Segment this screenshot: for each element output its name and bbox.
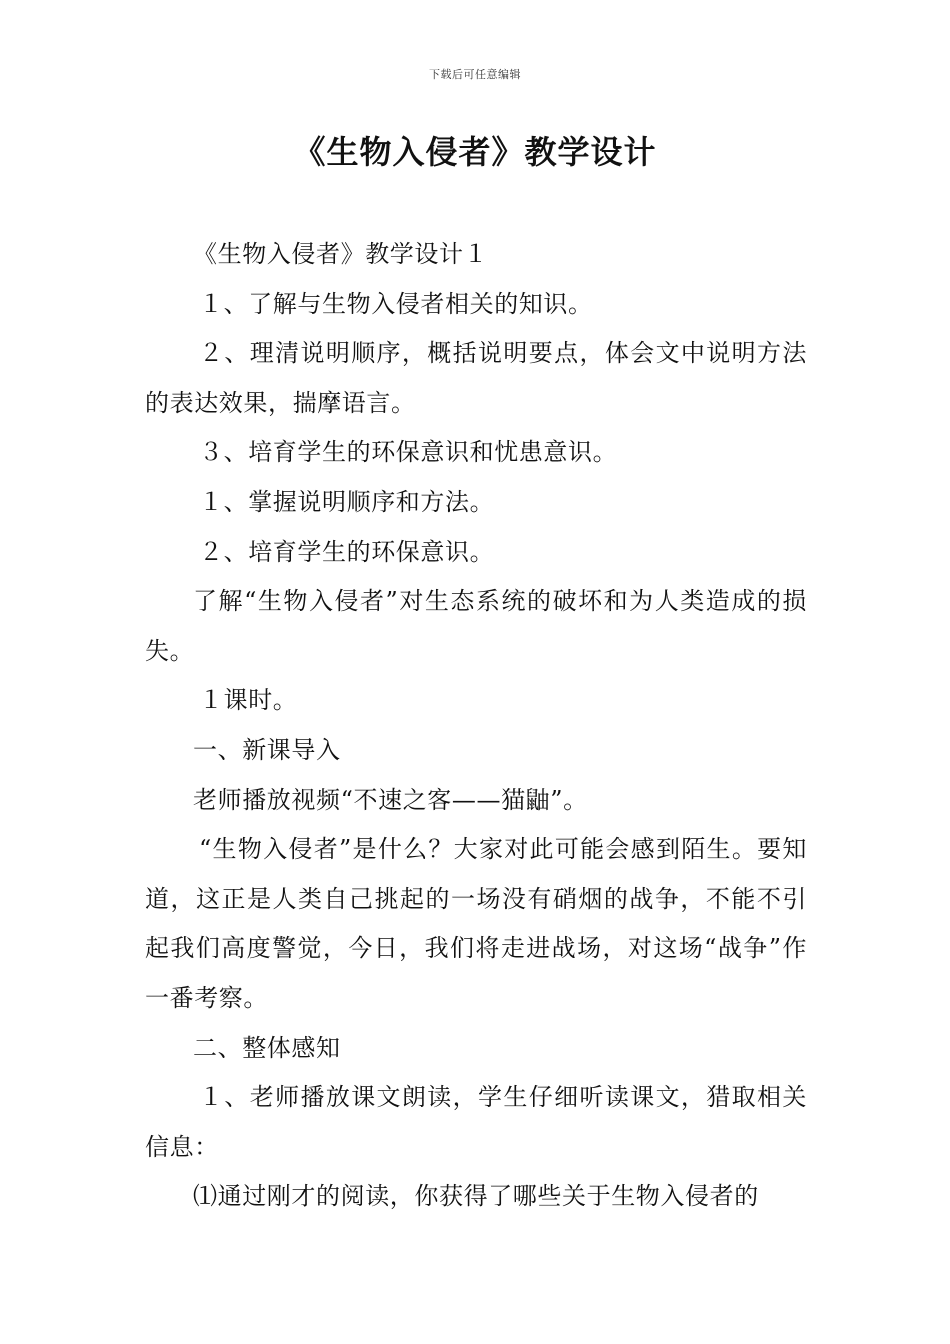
paragraph-key-1: １、掌握说明顺序和方法。 xyxy=(199,487,495,516)
header-note: 下载后可任意编辑 xyxy=(429,68,521,81)
paragraph-difficulty: 了解“生物入侵者”对生态系统的破坏和为人类造成的损失。 xyxy=(145,587,807,665)
section-heading-intro: 一、新课导入 xyxy=(193,735,341,764)
paragraph-duration: １课时。 xyxy=(199,686,298,715)
document-title: 《生物入侵者》教学设计 xyxy=(293,133,657,171)
paragraph-goal-2: ２、理清说明顺序，概括说明要点，体会文中说明方法的表达效果，揣摩语言。 xyxy=(145,339,807,417)
paragraph-goal-1: １、了解与生物入侵者相关的知识。 xyxy=(199,289,593,318)
section-heading-overview: 二、整体感知 xyxy=(193,1033,341,1062)
paragraph-goal-3: ３、培育学生的环保意识和忧患意识。 xyxy=(199,438,618,467)
paragraph-activity-1: １、老师播放课文朗读，学生仔细听读课文，猎取相关信息： xyxy=(145,1083,807,1161)
document-body xyxy=(145,230,807,1222)
paragraph-activity-question: ⑴通过刚才的阅读，你获得了哪些关于生物入侵者的 xyxy=(193,1182,759,1211)
paragraph-question: “生物入侵者”是什么？大家对此可能会感到陌生。要知道，这正是人类自己挑起的一场没有硝烟的战争，不能不引起我们高度警觉，今日，我们将走进战场，对这场“战争”作一番考察。 xyxy=(145,835,807,1012)
paragraph-key-2: ２、培育学生的环保意识。 xyxy=(199,537,495,566)
paragraph-subtitle: 《生物入侵者》教学设计１ xyxy=(193,240,489,268)
paragraph-video: 老师播放视频“不速之客——猫鼬”。 xyxy=(193,785,588,814)
